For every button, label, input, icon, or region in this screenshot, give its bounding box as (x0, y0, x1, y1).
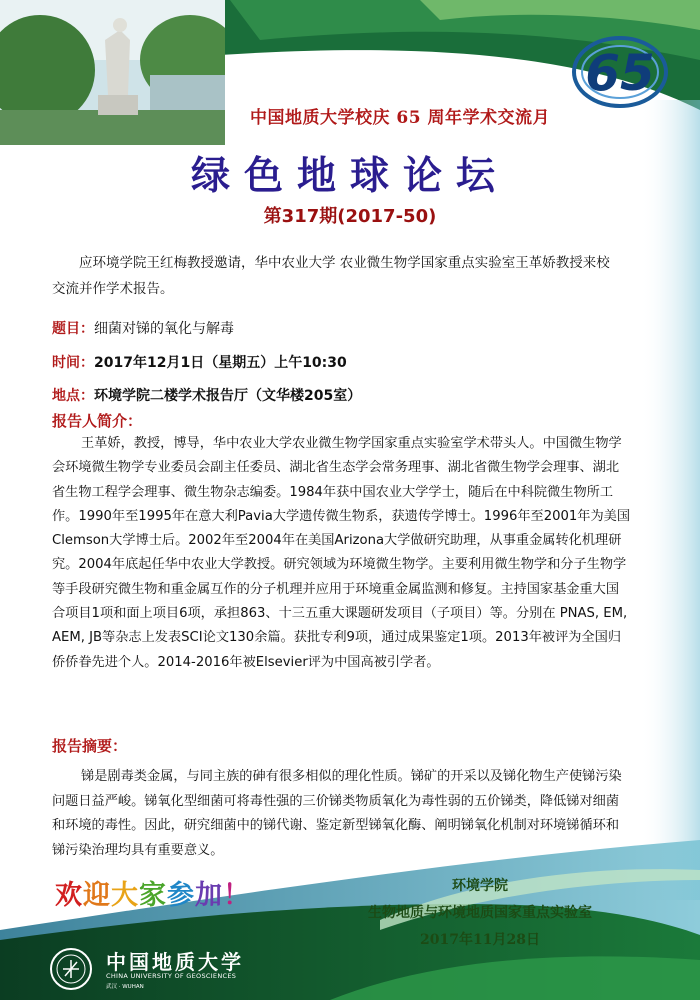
welcome-banner (55, 873, 251, 912)
university-city: 武汉 · WUHAN (106, 984, 144, 990)
abstract-text: 锑是剧毒类金属，与同主族的砷有很多相似的理化性质。锑矿的开采以及锑化物生产使锑污染问题日益严峻。锑氧化型细菌可将毒性强的三价锑类物质氧化为毒性弱的五价锑类，降低锑对细菌和环境的毒性。因此，研究细菌中的锑代谢、鉴定新型锑氧化酶、阐明锑氧化机制对环境锑循环和锑污染治理均具有重要意义。 (52, 769, 622, 858)
university-english-name: CHINA UNIVERSITY OF GEOSCIENCES (106, 972, 237, 980)
university-name: 中国地质大学 (106, 950, 244, 974)
issue-number: 第317期(2017-50) (263, 206, 437, 227)
university-emblem-icon (48, 946, 94, 992)
campus-photo (0, 0, 225, 145)
welcome-char: 家 (139, 880, 167, 911)
topic-label: 题目： (52, 321, 94, 337)
abstract (52, 765, 632, 863)
abstract-heading: 报告摘要： (52, 737, 128, 755)
time-label: 时间： (52, 355, 94, 371)
invitation-paragraph: 应环境学院王红梅教授邀请，华中农业大学 农业微生物学国家重点实验室王革娇教授来校交流并作学术报告。 (52, 255, 610, 297)
speaker-bio-text: 王革娇，教授，博导，华中农业大学农业微生物学国家重点实验室学术带头人。中国微生物学会环境微生物学专业委员会副主任委员、湖北省生态学会常务理事、湖北省微生物学会理事、湖北省生物工程学会理事、微生物杂志编委。1984年获中国农业大学学士，随后在中科院微生物所工作。1990年至1995年在意大利Pavia大学遗传微生物系，获遗传学博士。1996年至2001年为美国Clemson大学博士后。2002年至2004年在美国Arizona大学做研究助理，从事重金属转化机理研究。2004年底起任华中农业大学教授。研究领域为环境微生物学。主要利用微生物学和分子生物学等手段研究微生物和重金属互作的分子机理并应用于环境重金属监测和修复。主持国家基金重大国合项目1项和面上项目6项，承担863、十三五重大课题研发项目（子项目）等。分别在 PNAS, EM, AEM, JB等杂志上发表SCI论文130余篇。获批专利9项，通过成果鉴定1项。2013年被评为全国归侨侨眷先进个人。2014-2016年被Elsevier评为中国高被引学者。 (52, 436, 631, 670)
welcome-char: 欢 (55, 880, 83, 911)
anniversary-65-logo (560, 30, 670, 110)
anniversary-number: 65 (585, 44, 655, 102)
notice-date: 2017年11月28日 (420, 932, 540, 948)
welcome-char: 加 (195, 880, 223, 911)
university-logo (48, 946, 248, 991)
welcome-char: 参 (167, 880, 195, 911)
organizer-block (330, 873, 630, 954)
time-value: 2017年12月1日（星期五）上午10:30 (94, 355, 347, 371)
organizer-school: 环境学院 (452, 878, 508, 894)
welcome-char: 迎 (83, 880, 111, 911)
welcome-char: 大 (111, 880, 139, 911)
place-label: 地点： (52, 388, 94, 404)
topic-line (52, 318, 234, 338)
time-line (52, 352, 347, 372)
forum-title: 绿色地球论坛 (190, 154, 509, 199)
speaker-bio (52, 432, 632, 675)
organizer-lab: 生物地质与环境地质国家重点实验室 (368, 905, 592, 921)
event-subtitle: 中国地质大学校庆 65 周年学术交流月 (250, 108, 550, 128)
speaker-bio-heading: 报告人简介： (52, 412, 143, 430)
welcome-char: ！ (223, 880, 251, 911)
place-value: 环境学院二楼学术报告厅（文华楼205室） (94, 388, 362, 404)
place-line (52, 385, 361, 405)
topic-value: 细菌对锑的氧化与解毒 (94, 321, 234, 337)
